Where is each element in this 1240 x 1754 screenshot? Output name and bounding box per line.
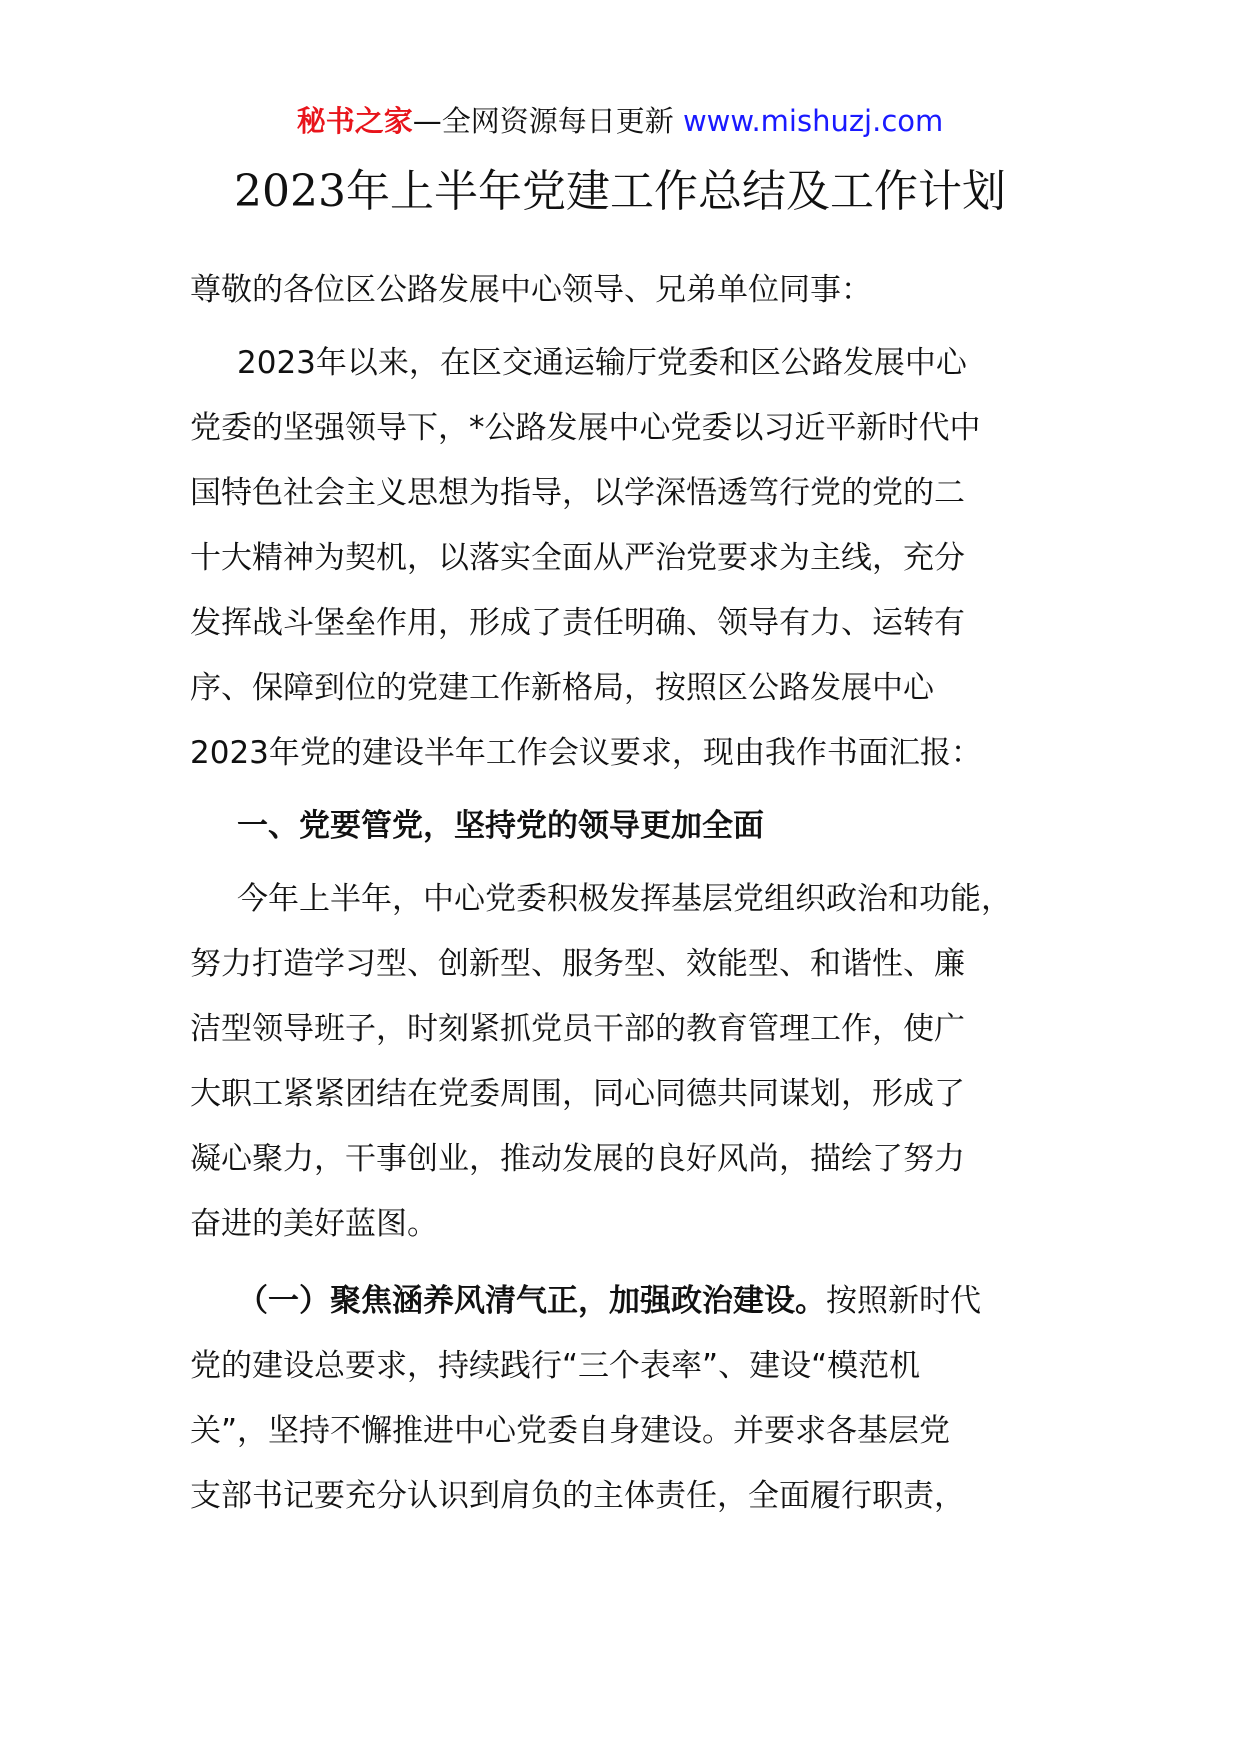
section-line: 奋进的美好蓝图。 xyxy=(190,1206,438,1242)
section-line: 洁型领导班子，时刻紧抓党员干部的教育管理工作，使广 xyxy=(190,1011,965,1047)
salutation: 尊敬的各位区公路发展中心领导、兄弟单位同事： xyxy=(190,272,872,308)
section-line: 大职工紧紧团结在党委周围，同心同德共同谋划，形成了 xyxy=(190,1076,965,1112)
document-body xyxy=(190,258,1090,1529)
document-title: 2023年上半年党建工作总结及工作计划 xyxy=(234,166,1006,217)
subsection-first-line xyxy=(190,1269,1090,1334)
site-url-link[interactable]: www.mishuzj.com xyxy=(682,104,944,138)
intro-line: 2023年以来，在区交通运输厅党委和区公路发展中心 xyxy=(237,345,967,381)
section-line: 今年上半年，中心党委积极发挥基层党组织政治和功能， xyxy=(237,881,1012,917)
site-brand: 秘书之家 xyxy=(296,104,413,138)
intro-line: 党委的坚强领导下，*公路发展中心党委以习近平新时代中 xyxy=(190,410,981,446)
subsection-text: 按照新时代 xyxy=(826,1283,981,1319)
section-line: 努力打造学习型、创新型、服务型、效能型、和谐性、廉 xyxy=(190,946,965,982)
intro-line: 十大精神为契机，以落实全面从严治党要求为主线，充分 xyxy=(190,540,965,576)
subsection-heading: （一）聚焦涵养风清气正，加强政治建设。 xyxy=(237,1283,826,1319)
intro-line: 国特色社会主义思想为指导，以学深悟透笃行党的党的二 xyxy=(190,475,965,511)
site-header xyxy=(0,100,1240,142)
intro-line: 序、保障到位的党建工作新格局，按照区公路发展中心 xyxy=(190,670,934,706)
section-line: 凝心聚力，干事创业，推动发展的良好风尚，描绘了努力 xyxy=(190,1141,965,1177)
section-heading: 一、党要管党，坚持党的领导更加全面 xyxy=(237,808,764,844)
site-tagline: —全网资源每日更新 xyxy=(412,104,674,138)
subsection-line: 党的建设总要求，持续践行“三个表率”、建设“模范机 xyxy=(190,1348,921,1384)
intro-line: 发挥战斗堡垒作用，形成了责任明确、领导有力、运转有 xyxy=(190,605,965,641)
intro-line: 2023年党的建设半年工作会议要求，现由我作书面汇报： xyxy=(190,735,982,771)
subsection-line: 关”，坚持不懈推进中心党委自身建设。并要求各基层党 xyxy=(190,1413,951,1449)
subsection-line: 支部书记要充分认识到肩负的主体责任，全面履行职责， xyxy=(190,1478,965,1514)
